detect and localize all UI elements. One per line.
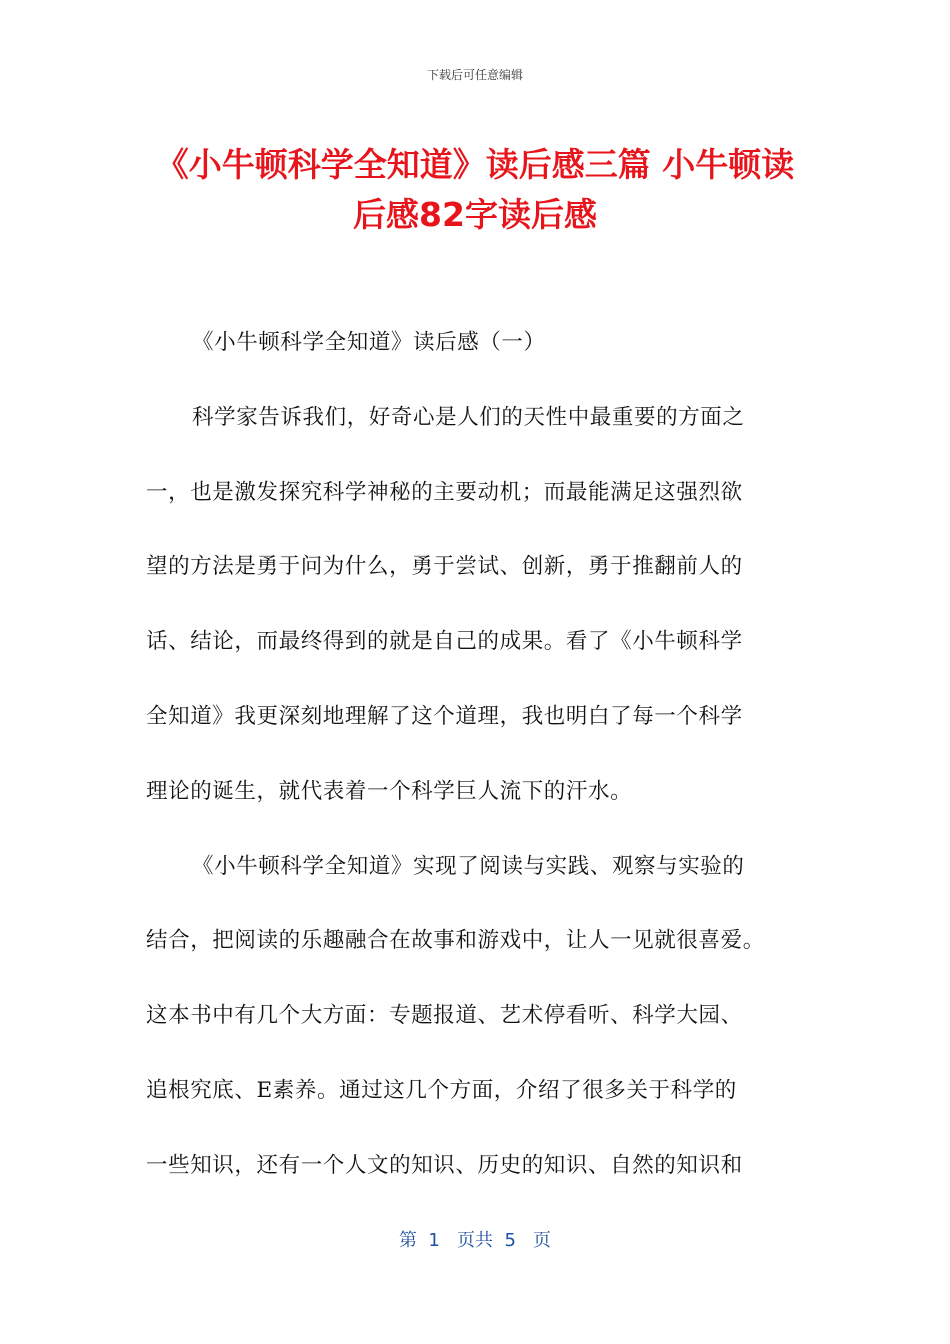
section-heading: 《小牛顿科学全知道》读后感（一）	[192, 330, 546, 355]
title-line-1: 《小牛顿科学全知道》读后感三篇 小牛顿读	[155, 145, 795, 184]
text-line: 话、结论，而最终得到的就是自己的成果。看了《小牛顿科学	[146, 629, 743, 655]
document-title	[130, 140, 820, 240]
text-line: 科学家告诉我们，好奇心是人们的天性中最重要的方面之	[192, 404, 745, 430]
text-line: 全知道》我更深刻地理解了这个道理，我也明白了每一个科学	[146, 703, 743, 729]
title-line-2: 后感82字读后感	[353, 195, 597, 234]
text-line: 结合，把阅读的乐趣融合在故事和游戏中，让人一见就很喜爱。	[146, 928, 765, 954]
text-line: 理论的诞生，就代表着一个科学巨人流下的汗水。	[146, 778, 633, 804]
text-line: 追根究底、E素养。通过这几个方面，介绍了很多关于科学的	[146, 1077, 737, 1103]
text-line: 这本书中有几个大方面：专题报道、艺术停看听、科学大园、	[146, 1003, 743, 1029]
text-line: 一些知识，还有一个人文的知识、历史的知识、自然的知识和	[146, 1152, 743, 1178]
page-footer: 第 1 页共 5 页	[398, 1230, 552, 1251]
document-body	[146, 322, 826, 1220]
text-line: 《小牛顿科学全知道》实现了阅读与实践、观察与实验的	[192, 853, 745, 879]
text-line: 一，也是激发探究科学神秘的主要动机；而最能满足这强烈欲	[146, 479, 743, 505]
header-note: 下载后可任意编辑	[426, 68, 523, 82]
text-line: 望的方法是勇于问为什么，勇于尝试、创新，勇于推翻前人的	[146, 554, 743, 580]
